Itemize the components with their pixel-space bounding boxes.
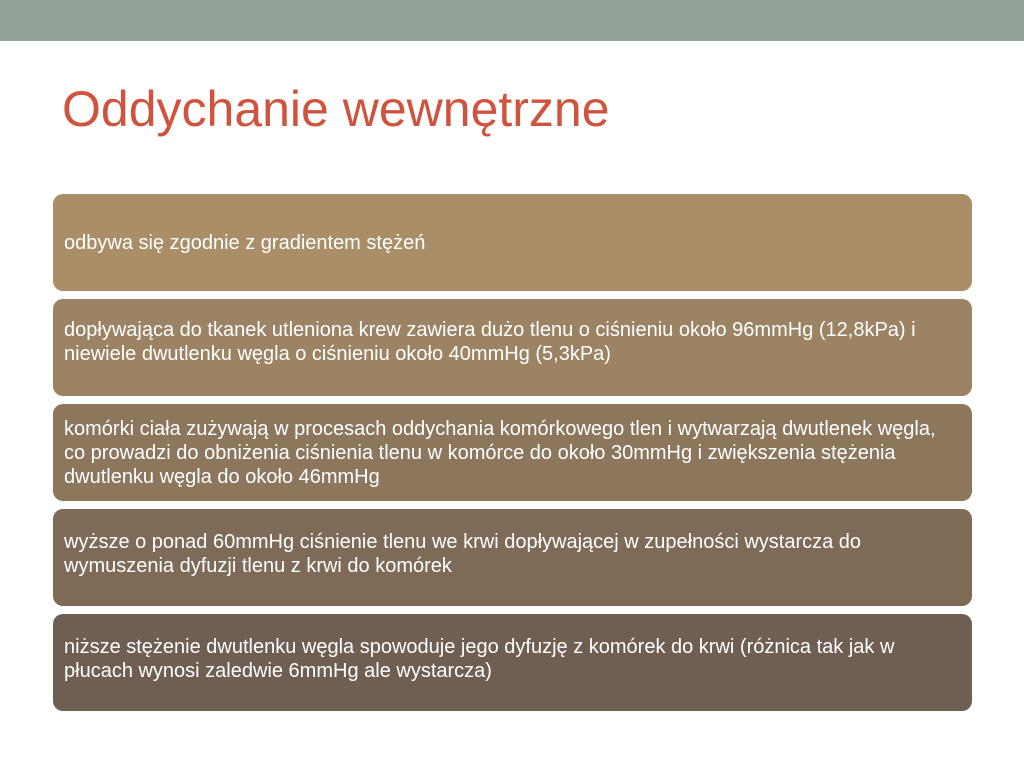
content-box-oxygen-diffusion: wyższe o ponad 60mmHg ciśnienie tlenu we krwi dopływającej w zupełności wystarcza do wymuszenia dyfuzji tlenu z krwi do komórek	[53, 509, 972, 606]
content-box-gradient: odbywa się zgodnie z gradientem stężeń	[53, 194, 972, 291]
content-box-oxygenated-blood: dopływająca do tkanek utleniona krew zawiera dużo tlenu o ciśnieniu około 96mmHg (12,8kPa) i niewiele dwutlenku węgla o ciśnieniu około 40mmHg (5,3kPa)	[53, 299, 972, 396]
content-box-list	[53, 194, 972, 719]
content-box-co2-diffusion: niższe stężenie dwutlenku węgla spowoduje jego dyfuzję z komórek do krwi (różnica tak jak w płucach wynosi zaledwie 6mmHg ale wystarcza)	[53, 614, 972, 711]
content-box-cell-respiration: komórki ciała zużywają w procesach oddychania komórkowego tlen i wytwarzają dwutlenek węgla, co prowadzi do obniżenia ciśnienia tlenu w komórce do około 30mmHg i zwiększenia stężenia dwutlenku węgla do około 46mmHg	[53, 404, 972, 501]
top-accent-band	[0, 0, 1024, 41]
slide-title: Oddychanie wewnętrzne	[62, 81, 610, 137]
